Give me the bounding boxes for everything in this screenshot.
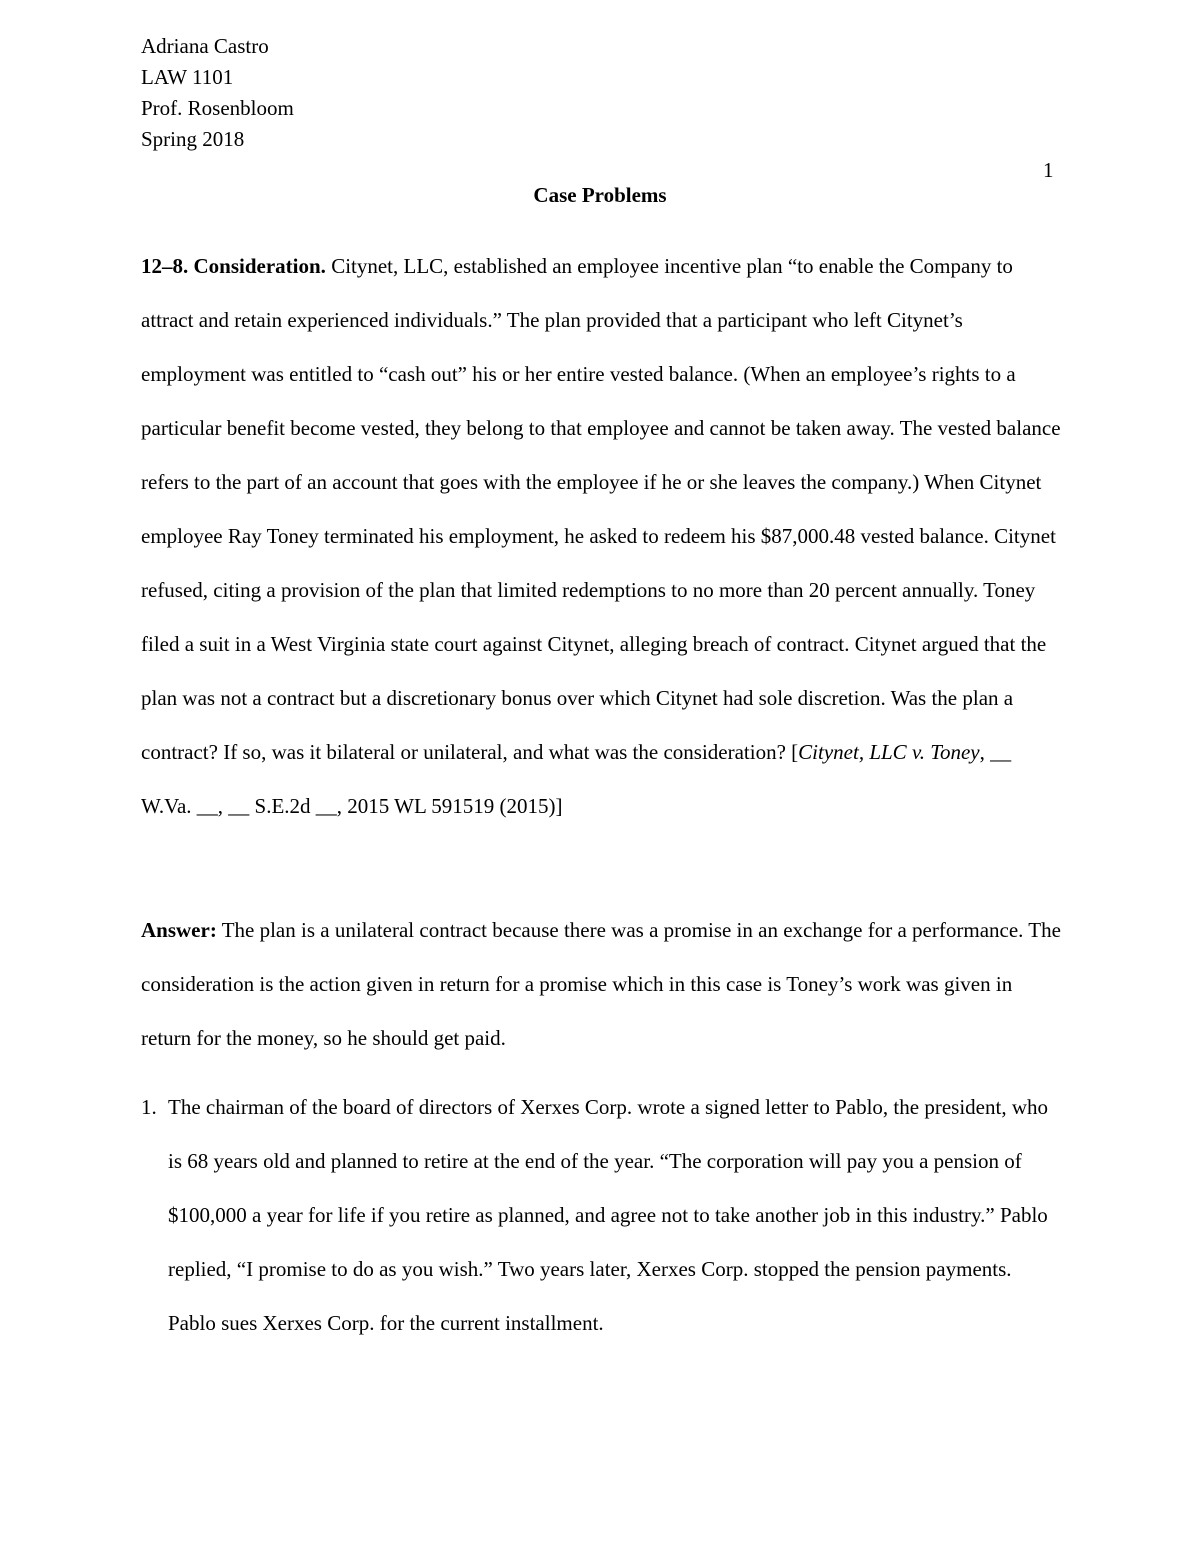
student-name: Adriana Castro [141, 34, 269, 58]
document-header [141, 31, 294, 155]
citation-case-name: Citynet, LLC v. Toney [798, 740, 980, 764]
answer-paragraph [141, 903, 1061, 1065]
list-item-number: 1. [141, 1095, 157, 1119]
problem-text: Citynet, LLC, established an employee incentive plan “to enable the Company to attract and retain experienced individuals.” The plan provided that a participant who left Citynet’s employment was entitled to “cash out” his or her entire vested balance. (When an employee’s rights to a particular benefit become vested, they belong to that employee and cannot be taken away. The vested balance refers to the part of an account that goes with the employee if he or she leaves the company.) When Citynet employee Ray Toney terminated his employment, he asked to redeem his $87,000.48 vested balance. Citynet refused, citing a provision of the plan that limited redemptions to no more than 20 percent annually. Toney filed a suit in a West Virginia state court against Citynet, alleging breach of contract. Citynet argued that the plan was not a contract but a discretionary bonus over which Citynet had sole discretion. Was the plan a contract? If so, was it bilateral or unilateral, and what was the consideration? [ [141, 254, 1061, 764]
list-item-text: The chairman of the board of directors of Xerxes Corp. wrote a signed letter to Pablo, the president, who is 68 years old and planned to retire at the end of the year. “The corporation will pay you a pension of $100,000 a year for life if you retire as planned, and agree not to take another job in this industry.” Pablo replied, “I promise to do as you wish.” Two years later, Xerxes Corp. stopped the pension payments. Pablo sues Xerxes Corp. for the current installment. [168, 1095, 1048, 1335]
term: Spring 2018 [141, 127, 245, 151]
answer-label: Answer: [141, 918, 217, 942]
answer-text: The plan is a unilateral contract because there was a promise in an exchange for a performance. The consideration is the action given in return for a promise which in this case is Toney’s work was given in return for the money, so he should get paid. [141, 918, 1061, 1050]
page-number: 1 [1043, 158, 1054, 182]
professor-name: Prof. Rosenbloom [141, 96, 294, 120]
case-problem-paragraph [141, 239, 1061, 833]
page-title: Case Problems [533, 183, 667, 207]
problem-heading: 12–8. Consideration. [141, 254, 326, 278]
course-code: LAW 1101 [141, 65, 234, 89]
list-item [141, 1080, 1061, 1350]
citation-reference: , __ W.Va. __, __ S.E.2d __, 2015 WL 591519 (2015)] [141, 740, 1012, 818]
